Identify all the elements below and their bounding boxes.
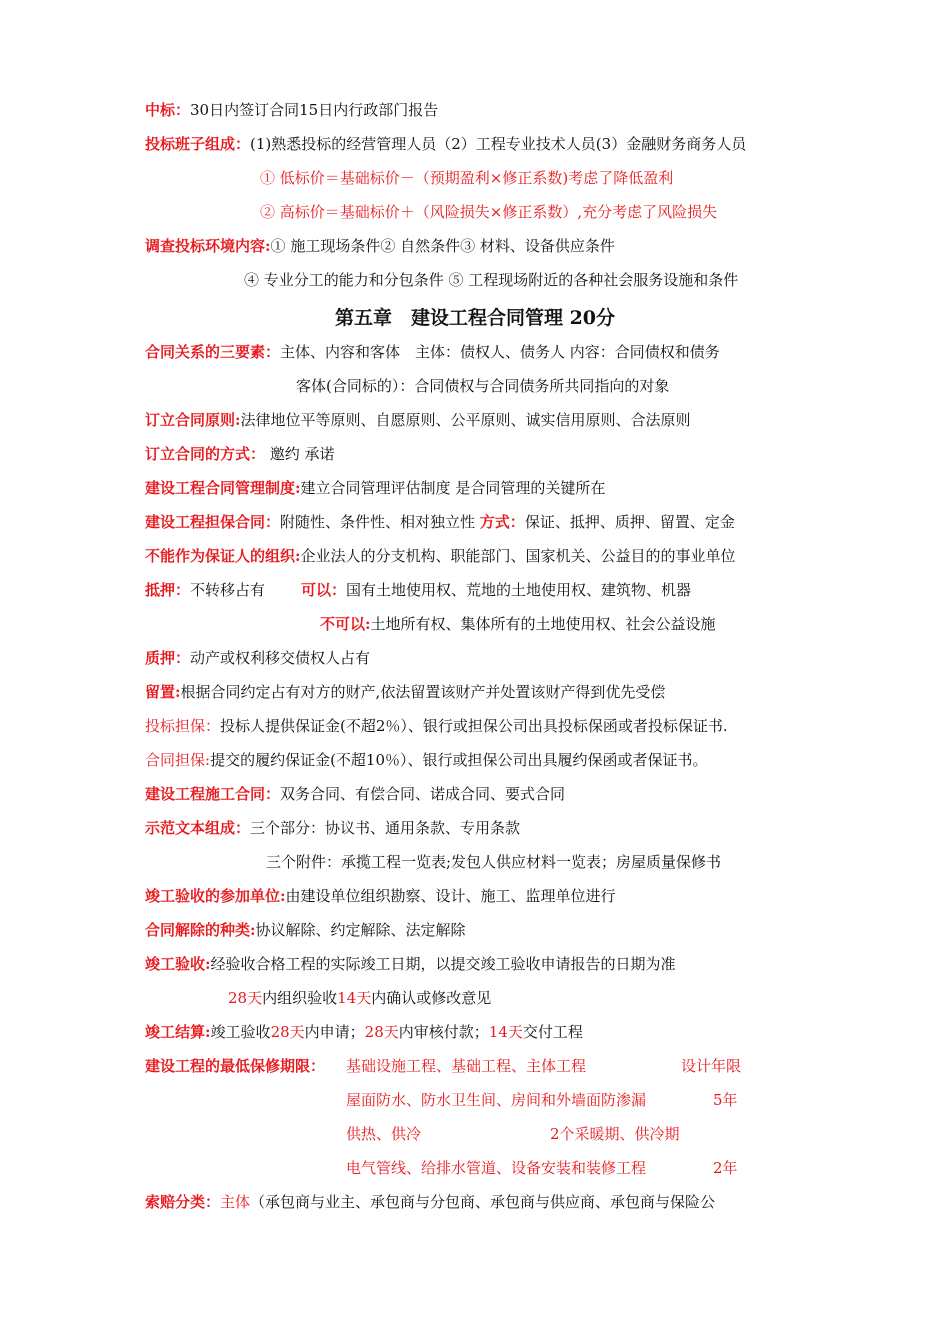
term-label: 留置:	[145, 683, 181, 701]
line-bid-team	[145, 134, 746, 154]
warranty-period: 5年	[713, 1091, 738, 1109]
term-label: 合同解除的种类:	[145, 921, 256, 939]
term-text: 根据合同约定占有对方的财产,依法留置该财产并处置该财产得到优先受偿	[180, 683, 666, 701]
line-claim-types	[145, 1192, 715, 1212]
term-label: 可以：	[301, 581, 347, 599]
line-non-guarantor	[145, 546, 736, 566]
warranty-item: 基础设施工程、基础工程、主体工程	[346, 1057, 587, 1075]
term-label: 投标班子组成：	[145, 135, 251, 153]
term-label: 抵押：	[145, 581, 191, 599]
term-label: 示范文本组成：	[145, 819, 251, 837]
warranty-period: 2个采暖期、供冷期	[550, 1125, 680, 1143]
term-text: 三个部分：协议书、通用条款、专用条款	[250, 819, 521, 837]
line-completion-settlement	[145, 1022, 583, 1042]
term-text: 主体、内容和客体 主体：债权人、债务人 内容：合同债权和债务	[280, 343, 720, 361]
term-text: 不转移占有	[190, 581, 266, 599]
warranty-period: 设计年限	[681, 1057, 742, 1075]
line-contract-elements	[145, 342, 720, 362]
term-label: 建设工程的最低保修期限：	[145, 1057, 326, 1075]
term-text: 客体(合同标的）：合同债权与合同债务所共同指向的对象	[296, 377, 670, 395]
term-label: 索赔分类：	[145, 1193, 221, 1211]
line-contract-guarantee	[145, 750, 708, 770]
line-bid-winning	[145, 100, 438, 120]
line-construction-contract	[145, 784, 565, 804]
term-text: 国有土地使用权、荒地的土地使用权、建筑物、机器	[346, 581, 692, 599]
term-text: ① 低标价＝基础标价－（预期盈利×修正系数)考虑了降低盈利	[260, 169, 674, 187]
line-acceptance-deadlines	[228, 988, 491, 1008]
term-text: ① 施工现场条件② 自然条件③ 材料、设备供应条件	[270, 237, 615, 255]
line-bid-environment	[145, 236, 615, 256]
term-text: 内申请；	[304, 1023, 365, 1041]
term-highlight: 主体	[220, 1193, 251, 1211]
term-text: 土地所有权、集体所有的土地使用权、社会公益设施	[370, 615, 716, 633]
term-label: 订立合同原则:	[145, 411, 241, 429]
term-text: 经验收合格工程的实际竣工日期，以提交竣工验收申请报告的日期为准	[210, 955, 676, 973]
term-text: 建立合同管理评估制度 是合同管理的关键所在	[300, 479, 606, 497]
deadline-value: 14天	[337, 989, 372, 1007]
term-label: 不能作为保证人的组织:	[145, 547, 301, 565]
term-text: 投标人提供保证金(不超2％）、银行或担保公司出具投标保函或者投标保证书.	[220, 717, 728, 735]
line-model-text-annexes	[266, 852, 721, 872]
term-text: 30日内签订合同15日内行政部门报告	[190, 101, 439, 119]
warranty-period: 2年	[713, 1159, 738, 1177]
line-guarantee-contract	[145, 512, 735, 532]
term-label: 建设工程施工合同：	[145, 785, 281, 803]
term-text: ② 高标价＝基础标价＋（风险损失×修正系数）,充分考虑了风险损失	[260, 203, 718, 221]
term-label: 中标：	[145, 101, 191, 119]
warranty-item: 电气管线、给排水管道、设备安装和装修工程	[346, 1159, 647, 1177]
term-text: 保证、抵押、质押、留置、定金	[524, 513, 735, 531]
term-text: 协议解除、约定解除、法定解除	[255, 921, 466, 939]
term-text: 内确认或修改意见	[371, 989, 492, 1007]
term-label: 投标担保：	[145, 717, 221, 735]
term-text: 内审核付款；	[398, 1023, 489, 1041]
chapter-heading: 第五章 建设工程合同管理 20分	[334, 307, 616, 329]
term-text: ④ 专业分工的能力和分包条件 ⑤ 工程现场附近的各种社会服务设施和条件	[244, 271, 739, 289]
deadline-value: 28天	[270, 1023, 305, 1041]
line-pledge	[145, 648, 370, 668]
line-model-text	[145, 818, 520, 838]
term-text: 竣工验收	[210, 1023, 271, 1041]
term-label: 建设工程合同管理制度:	[145, 479, 301, 497]
line-low-bid-price	[260, 168, 673, 188]
term-text: 三个附件：承揽工程一览表;发包人供应材料一览表；房屋质量保修书	[266, 853, 722, 871]
term-label: 调查投标环境内容:	[145, 237, 271, 255]
line-contract-methods	[145, 444, 335, 464]
term-text: 企业法人的分支机构、职能部门、国家机关、公益目的的事业单位	[300, 547, 736, 565]
term-label: 建设工程担保合同：	[145, 513, 281, 531]
term-label: 竣工结算:	[145, 1023, 211, 1041]
term-label: 质押：	[145, 649, 191, 667]
term-label: 订立合同的方式：	[145, 445, 266, 463]
line-warranty-label	[145, 1056, 325, 1076]
warranty-item: 供热、供冷	[346, 1125, 422, 1143]
term-text: 附随性、条件性、相对独立性	[280, 513, 480, 531]
warranty-item: 屋面防水、防水卫生间、房间和外墙面防渗漏	[346, 1091, 647, 1109]
line-lien	[145, 682, 665, 702]
term-text: 由建设单位组织勘察、设计、施工、监理单位进行	[285, 887, 616, 905]
term-label: 方式：	[479, 513, 525, 531]
term-text: 内组织验收	[262, 989, 338, 1007]
term-text: 提交的履约保证金(不超10％）、银行或担保公司出具履约保函或者保证书。	[210, 751, 708, 769]
line-high-bid-price	[260, 202, 717, 222]
term-label: 不可以:	[320, 615, 371, 633]
term-label: 合同担保:	[145, 751, 211, 769]
term-text: 交付工程	[522, 1023, 583, 1041]
line-mortgage	[145, 580, 691, 600]
line-mortgage-not-allowed	[320, 614, 716, 634]
term-text: 邀约 承诺	[265, 445, 335, 463]
line-bid-guarantee	[145, 716, 728, 736]
line-completion-acceptance	[145, 954, 676, 974]
line-acceptance-parties	[145, 886, 616, 906]
line-bid-environment-cont	[244, 270, 738, 290]
term-text: 双务合同、有偿合同、诺成合同、要式合同	[280, 785, 566, 803]
line-termination-types	[145, 920, 466, 940]
line-contract-principles	[145, 410, 691, 430]
term-text: （承包商与业主、承包商与分包商、承包商与供应商、承包商与保险公	[250, 1193, 716, 1211]
deadline-value: 14天	[488, 1023, 523, 1041]
term-text: 法律地位平等原则、自愿原则、公平原则、诚实信用原则、合法原则	[240, 411, 691, 429]
term-text: 动产或权利移交债权人占有	[190, 649, 371, 667]
line-contract-management	[145, 478, 605, 498]
term-label: 合同关系的三要素：	[145, 343, 281, 361]
line-contract-object	[296, 376, 669, 396]
term-label: 竣工验收的参加单位:	[145, 887, 286, 905]
deadline-value: 28天	[364, 1023, 399, 1041]
term-label: 竣工验收:	[145, 955, 211, 973]
term-text: (1)熟悉投标的经营管理人员（2）工程专业技术人员(3）金融财务商务人员	[250, 135, 747, 153]
deadline-value: 28天	[228, 989, 263, 1007]
